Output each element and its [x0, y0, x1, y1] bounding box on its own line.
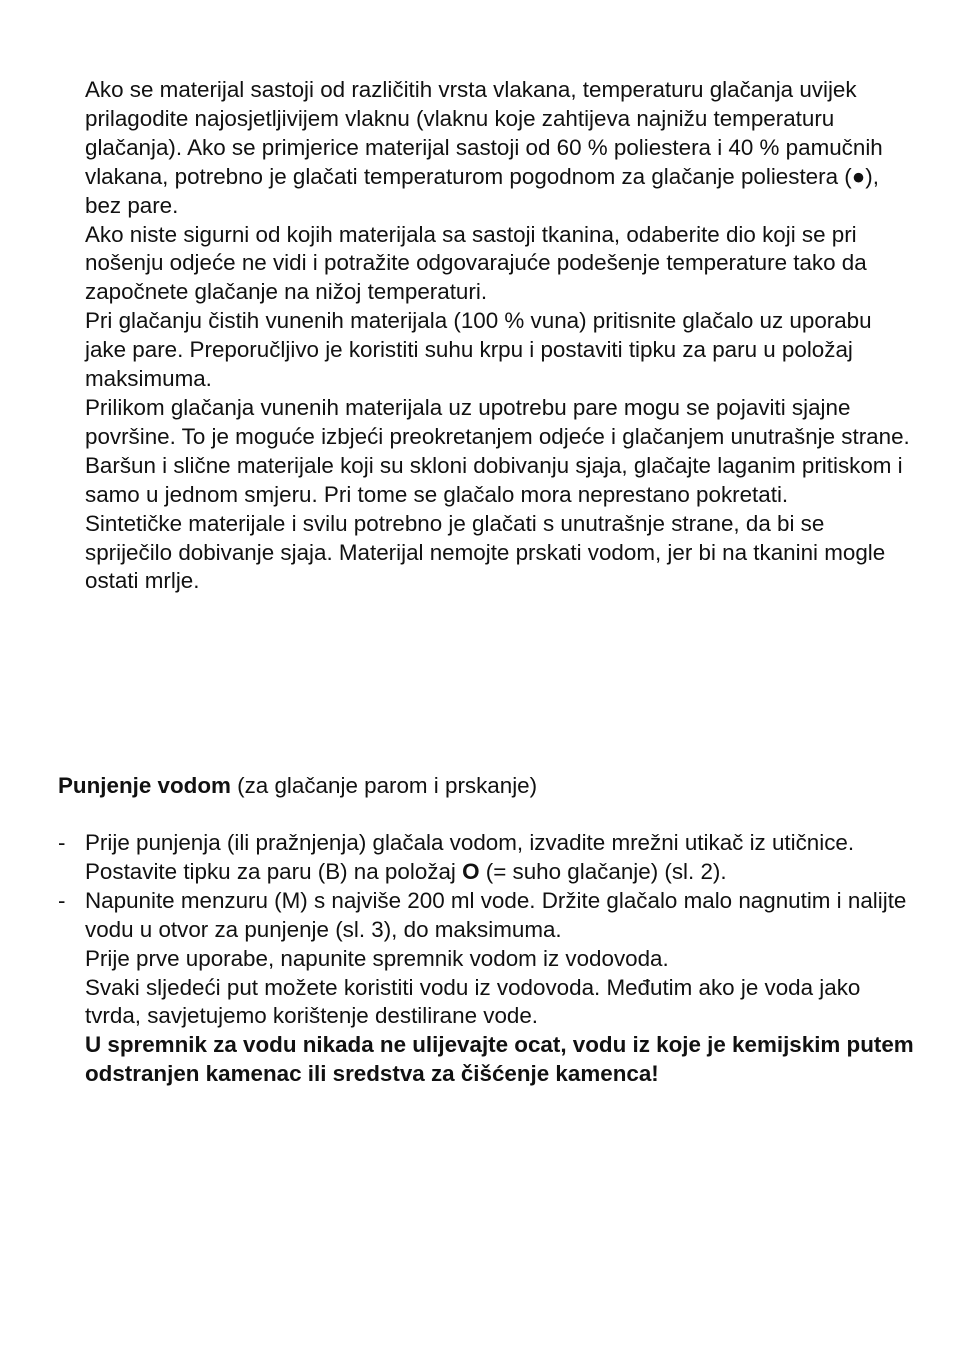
section-heading-water-filling	[58, 771, 918, 800]
paragraph-wool: Pri glačanju čistih vunenih materijala (100 % vuna) pritisnite glačalo uz uporabu jake pare. Preporučljivo je koristiti suhu krpu i postaviti tipku za paru u položaj maksimuma.	[85, 308, 872, 392]
bullet-dash: -	[58, 830, 66, 855]
item2-fill-instruction: Napunite menzuru (M) s najviše 200 ml vode. Držite glačalo malo nagnutim i nalijte vodu u otvor za punjenje (sl. 3), do maksimuma.	[85, 887, 907, 942]
section-heading-bold: Punjenje vodom	[58, 773, 231, 798]
paragraph-unknown-fabric: Ako niste sigurni od kojih materijala sa sastoji tkanina, odaberite dio koji se pri nošenju odjeće ne vidi i potražite odgovarajuće podešenje temperature tako da započnete glačanje na nižoj temperaturi.	[85, 221, 867, 305]
bullet-dash: -	[58, 887, 66, 913]
paragraph-synthetics-silk: Sintetičke materijale i svilu potrebno je glačati s unutrašnje strane, da bi se spriječilo dobivanje sjaja. Materijal nemojte prskati vodom, jer bi na tkanini mogle ostati mrlje.	[85, 510, 886, 594]
intro-text-block	[85, 76, 915, 596]
paragraph-velvet: Baršun i slične materijale koji su skloni dobivanju sjaja, glačajte laganim pritiskom i samo u jednom smjeru. Pri tome se glačalo mora neprestano pokretati.	[85, 452, 903, 507]
section-heading-subtitle: (za glačanje parom i prskanje)	[230, 773, 538, 798]
item1-text-before: Prije punjenja (ili pražnjenja) glačala vodom, izvadite mrežni utikač iz utičnice. Postavite tipku za paru (B) na položaj	[85, 830, 855, 884]
list-item	[58, 887, 918, 1089]
item1-text-after: (= suho glačanje) (sl. 2).	[479, 858, 727, 884]
paragraph-mixed-fibres: Ako se materijal sastoji od različitih vrsta vlakana, temperaturu glačanja uvijek prilagodite najosjetljivijem vlaknu (vlaknu koje zahtijeva najnižu temperaturu glačanja). Ako se primjerice materijal sastoji od 60 % poliestera i 40 % pamučnih vlakana, potrebno je glačati temperaturom pogodnom za glačanje poliestera (●), bez pare.	[85, 77, 883, 218]
item2-first-use: Prije prve uporabe, napunite spremnik vodom iz vodovoda.	[85, 945, 669, 971]
list-item	[58, 829, 918, 887]
item2-tap-water: Svaki sljedeći put možete koristiti vodu iz vodovoda. Međutim ako je voda jako tvrda, savjetujemo korištenje destilirane vode.	[85, 974, 861, 1029]
item1-position-o: O	[462, 858, 480, 884]
instruction-list	[58, 829, 918, 1089]
item2-warning: U spremnik za vodu nikada ne ulijevajte ocat, vodu iz koje je kemijskim putem odstranjen kamenac ili sredstva za čišćenje kamenca!	[85, 1032, 914, 1087]
paragraph-wool-shine: Prilikom glačanja vunenih materijala uz upotrebu pare mogu se pojaviti sjajne površine. To je moguće izbjeći preokretanjem odjeće i glačanjem unutrašnje strane.	[85, 394, 910, 449]
